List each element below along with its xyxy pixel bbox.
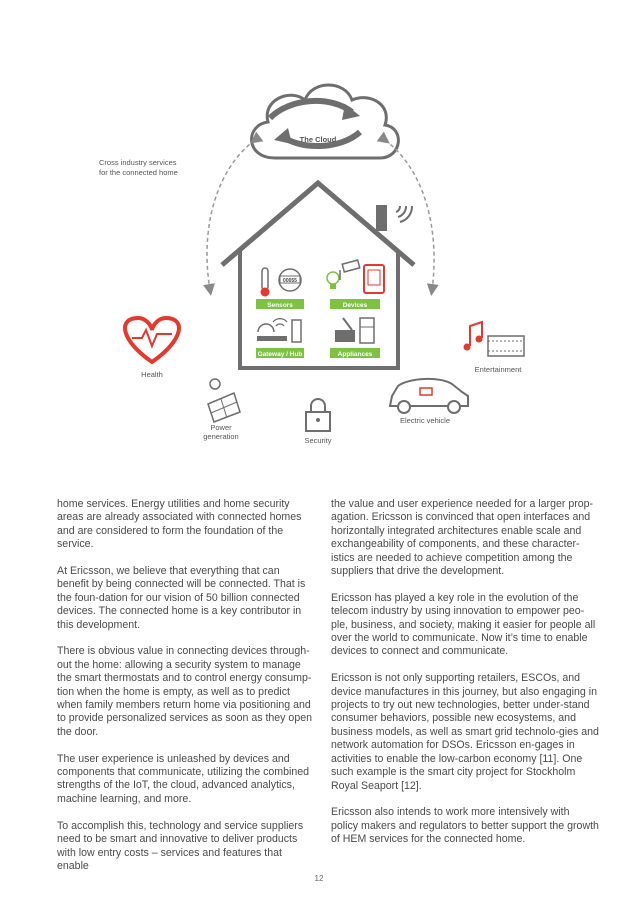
server-icon xyxy=(292,320,301,342)
entertainment-label: Entertainment xyxy=(474,365,522,374)
paragraph: Ericsson also intends to work more intensively with policy makers and regulators to better support the growth of HEM services for the connected home. xyxy=(331,806,599,846)
left-text-column xyxy=(57,498,312,887)
page-number: 12 xyxy=(314,874,324,883)
wifi-icon xyxy=(396,206,412,222)
cross-industry-label-1: Cross industry services xyxy=(99,158,177,167)
padlock-icon xyxy=(306,399,330,431)
film-strip-icon xyxy=(488,336,524,356)
pump-icon xyxy=(335,318,355,342)
sensors-label: Sensors xyxy=(267,302,293,309)
paragraph: home services. Energy utilities and home security areas are already associated with connected homes and are considered to form the foundation of the service. xyxy=(57,498,302,551)
cross-industry-label-2: for the connected home xyxy=(99,168,178,177)
right-text-column xyxy=(331,498,599,860)
paragraph: Ericsson has played a key role in the evolution of the telecom industry by using innovation to empower peo-ple, business, and society, making it easier for people all over the world to communicate. Now it’s time to enable devices to connect and communicate. xyxy=(331,591,596,658)
power-label-1: Power xyxy=(210,423,232,432)
paragraph: There is obvious value in connecting devices through-out the home: allowing a security system to manage the smart thermostats and to control energy consump-tion when the home is empty, as well as to predict when family members return home via positioning and to provide personalized services as soon as they open the door. xyxy=(57,645,312,738)
cross-industry-arc-left xyxy=(207,140,255,290)
house-outline xyxy=(222,183,414,368)
heart-icon xyxy=(125,318,179,362)
thermometer-icon xyxy=(261,268,270,297)
music-note-icon xyxy=(464,322,483,351)
paragraph: the value and user experience needed for a larger prop-agation. Ericsson is convinced that open interfaces and horizontally integrated architectures enable scale and exchangeability of components, and these character-istics are needed to achieve competition among the suppliers that drive the development. xyxy=(331,498,594,578)
security-label: Security xyxy=(304,436,332,445)
paragraph: The user experience is unleashed by devices and components that communicate, utilizing the combined strengths of the IoT, the cloud, advanced analytics, machine learning, and more. xyxy=(57,752,310,805)
devices-label: Devices xyxy=(342,302,368,309)
gateway-label: Gateway / Hub xyxy=(257,351,303,358)
paragraph: To accomplish this, technology and service suppliers need to be smart and innovative to deliver products with low entry costs – services and features that enable xyxy=(57,819,304,872)
solar-panel-icon xyxy=(208,379,240,422)
power-label-2: generation xyxy=(203,432,239,441)
paragraph: At Ericsson, we believe that everything that can benefit by being connected will be connected. That is the foun-dation for our vision of 50 billion connected devices. The connected home is a key contributor in this development. xyxy=(57,565,306,631)
cloud-icon xyxy=(252,85,399,158)
ev-label: Electric vehicle xyxy=(399,416,451,425)
cloud-label: The Cloud xyxy=(299,135,337,144)
tablet-icon xyxy=(364,265,384,293)
fridge-icon xyxy=(360,318,374,343)
camera-icon xyxy=(340,260,360,280)
paragraph: Ericsson is not only supporting retailers, ESCOs, and device manufactures in this journey, but also engaging in projects to try out new technologies, better under-stand consumer behaviors, possible new ecosystems, and business models, as well as smart grid technolo-gies and network automation for DSOs. Ericsson en-gages in activities to enable the low-carbon economy [11]. One such example is the smart city project for Stockholm Royal Seaport [12]. xyxy=(331,672,599,792)
router-icon xyxy=(257,319,287,341)
lightbulb-icon xyxy=(327,272,339,289)
health-label: Health xyxy=(141,370,163,379)
appliances-label: Appliances xyxy=(337,351,373,358)
car-icon xyxy=(390,379,468,413)
meter-readout: 00055 xyxy=(283,278,297,284)
gauge-icon xyxy=(258,324,274,332)
